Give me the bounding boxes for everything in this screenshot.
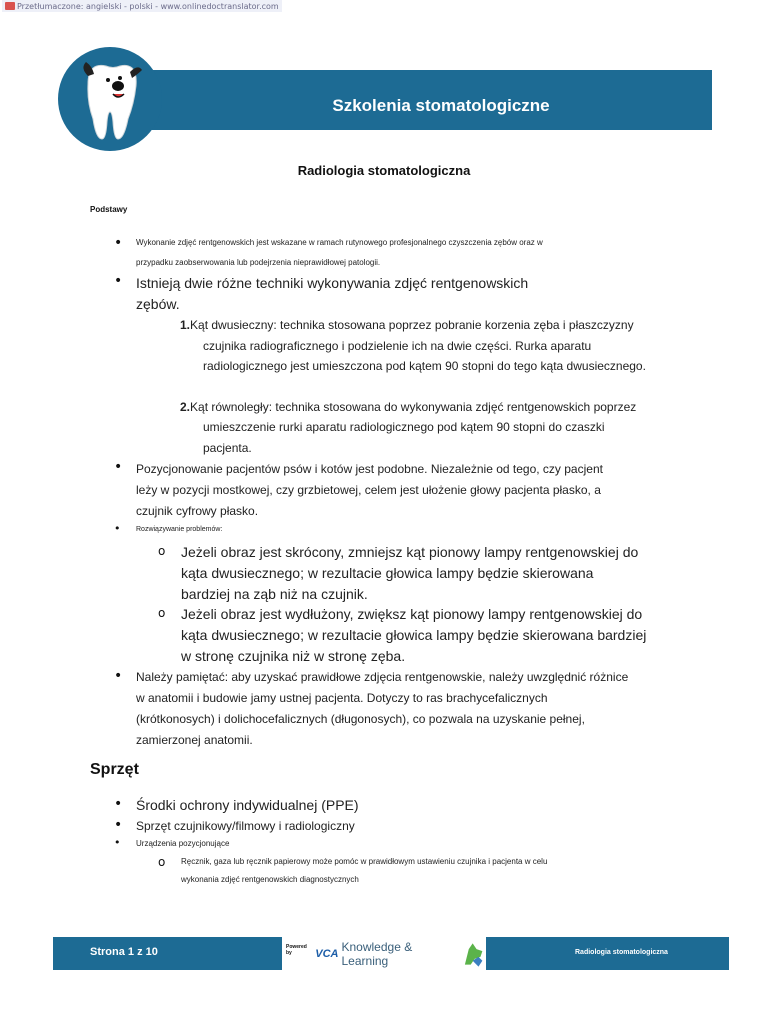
list-item-line: zębów. (136, 296, 180, 312)
list-item-line: Rozwiązywanie problemów: (136, 526, 223, 533)
header-banner (150, 70, 712, 130)
footer-document-title: Radiologia stomatologiczna (575, 949, 668, 956)
sub-list-item-line: kąta dwusiecznego; w rezultacie głowica lampy będzie skierowana bardziej (181, 627, 647, 643)
item-number: 2. (180, 400, 191, 414)
list-item-line: przypadku zaobserwowania lub podejrzenia nieprawidłowej patologii. (136, 258, 381, 267)
bullet-dot: • (114, 273, 123, 289)
bullet-dot: • (114, 522, 121, 535)
section-heading-basics: Podstawy (90, 205, 128, 214)
bullet-dot: • (114, 668, 123, 684)
list-item-line: (krótkonosych) i dolichocefalicznych (długonosych), co pozwala na uzyskanie pełnej, (136, 712, 585, 726)
item-number: 1. (180, 318, 191, 332)
bullet-dot: • (114, 235, 123, 251)
bullet-dot: • (114, 836, 121, 849)
list-item-line: leży w pozycji mostkowej, czy grzbietowej, celem jest ułożenie głowy pacjenta płasko, a (136, 483, 601, 497)
sub-list-item-line: Ręcznik, gaza lub ręcznik papierowy może pomóc w prawidłowym ustawieniu czujnika i pacjenta w celu (181, 857, 548, 866)
document-title: Radiologia stomatologiczna (297, 163, 471, 178)
translator-icon (5, 2, 15, 10)
equipment-item: Środki ochrony indywidualnej (PPE) (136, 797, 359, 813)
equipment-item: Sprzęt czujnikowy/filmowy i radiologiczny (136, 819, 355, 833)
list-item-line: czujnik cyfrowy płasko. (136, 504, 259, 518)
numbered-item-line: radiologicznego jest umieszczona pod kątem 90 stopni do tego kąta dwusiecznego. (203, 359, 646, 373)
sub-list-item-line: w stronę czujnika niż w stronę zęba. (181, 648, 406, 664)
sub-list-item-line: Jeżeli obraz jest wydłużony, zwiększ kąt pionowy lampy rentgenowskiej do (181, 606, 643, 622)
list-item-line: w anatomii i budowie jamy ustnej pacjenta. Dotyczy to ras brachycefalicznych (136, 691, 548, 705)
numbered-item-line (180, 315, 634, 336)
sub-list-item-line: wykonania zdjęć rentgenowskich diagnostycznych (181, 875, 359, 884)
translator-text: Przetłumaczone: angielski - polski - www.onlinedoctranslator.com (17, 1, 279, 11)
tooth-mascot-logo (58, 44, 162, 154)
knowledge-learning-brand: Knowledge & Learning (341, 940, 413, 968)
sub-bullet-circle: o (158, 544, 166, 558)
sub-list-item-line: Jeżeli obraz jest skrócony, zmniejsz kąt pionowy lampy rentgenowskiej do (181, 544, 639, 560)
list-item-line: Należy pamiętać: aby uzyskać prawidłowe zdjęcia rentgenowskie, należy uwzględnić różnice (136, 670, 629, 684)
vca-brand: VCA (315, 948, 339, 960)
bullet-dot: • (114, 796, 123, 812)
numbered-item-line: umieszczenie rurki aparatu radiologicznego pod kątem 90 stopni do czaszki (203, 420, 605, 434)
list-item-line: Istnieją dwie różne techniki wykonywania zdjęć rentgenowskich (136, 275, 529, 291)
sub-list-item-line: bardziej na ząb niż na czujnik. (181, 586, 368, 602)
header-title: Szkolenia stomatologiczne (332, 96, 550, 115)
sub-bullet-circle: o (158, 606, 166, 620)
bullet-dot: • (114, 817, 123, 833)
bullet-dot: • (114, 459, 123, 475)
page-number: Strona 1 z 10 (90, 946, 158, 958)
list-item-line: Wykonanie zdjęć rentgenowskich jest wskazane w ramach rutynowego profesjonalnego czyszczenia zębów oraz w (136, 238, 543, 247)
numbered-item-line: czujnika radiograficznego i podzielenie ich na dwie części. Rurka aparatu (203, 339, 592, 353)
section-heading-equipment: Sprzęt (90, 761, 139, 778)
translator-note (2, 0, 282, 12)
powered-by-label: Powered by (286, 944, 307, 956)
numbered-item-line (180, 397, 636, 418)
numbered-item-line: pacjenta. (203, 441, 252, 455)
numbered-item-text: Kąt równoległy: technika stosowana do wykonywania zdjęć rentgenowskich poprzez (190, 400, 637, 414)
list-item-line: zamierzonej anatomii. (136, 733, 253, 747)
equipment-item: Urządzenia pozycjonujące (136, 839, 230, 848)
list-item-line: Pozycjonowanie pacjentów psów i kotów jest podobne. Niezależnie od tego, czy pacjent (136, 462, 603, 476)
footer-brand-logo (282, 936, 486, 972)
sub-bullet-circle: o (158, 855, 166, 869)
numbered-item-text: Kąt dwusieczny: technika stosowana poprzez pobranie korzenia zęba i płaszczyzny (190, 318, 634, 332)
dog-cat-logo-icon (461, 939, 486, 969)
sub-list-item-line: kąta dwusiecznego; w rezultacie głowica lampy będzie skierowana (181, 565, 594, 581)
